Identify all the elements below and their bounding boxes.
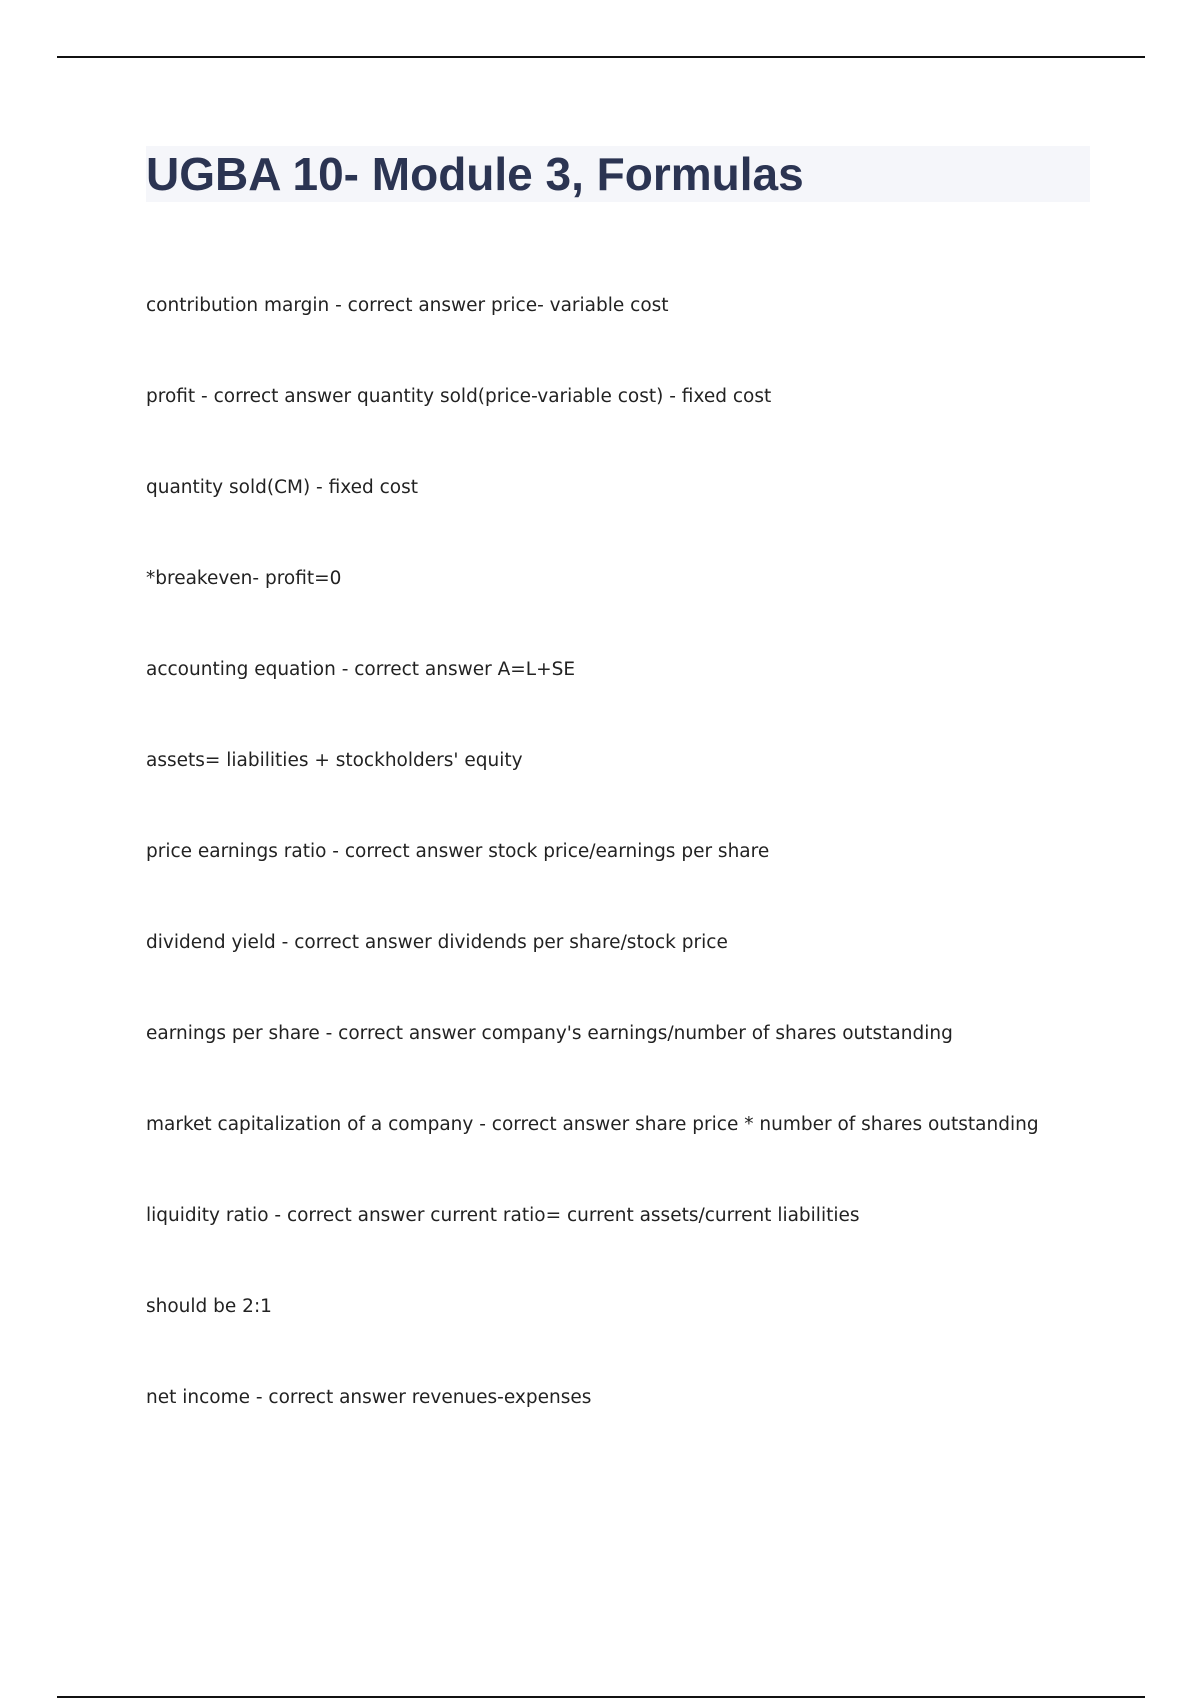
formula-line-liquidity-ratio: liquidity ratio - correct answer current ratio= current assets/current liabilities: [146, 1205, 860, 1226]
formula-line-price-earnings-ratio: price earnings ratio - correct answer stock price/earnings per share: [146, 841, 770, 862]
formula-line-contribution-margin: contribution margin - correct answer price- variable cost: [146, 295, 669, 316]
formula-line-ratio-target: should be 2:1: [146, 1296, 272, 1317]
top-rule: [57, 56, 1145, 58]
formula-line-profit-cm: quantity sold(CM) - fixed cost: [146, 477, 419, 498]
formula-line-net-income: net income - correct answer revenues-expenses: [146, 1387, 592, 1408]
formula-line-accounting-equation: accounting equation - correct answer A=L+SE: [146, 659, 576, 680]
page-title: UGBA 10- Module 3, Formulas: [146, 148, 804, 200]
formula-line-assets: assets= liabilities + stockholders' equity: [146, 750, 523, 771]
formula-list: [146, 290, 1126, 1473]
formula-line-earnings-per-share: earnings per share - correct answer company's earnings/number of shares outstanding: [146, 1023, 953, 1044]
formula-line-profit: profit - correct answer quantity sold(price-variable cost) - fixed cost: [146, 386, 772, 407]
formula-line-breakeven: *breakeven- profit=0: [146, 568, 342, 589]
bottom-rule: [57, 1696, 1145, 1698]
formula-line-market-capitalization: market capitalization of a company - correct answer share price * number of shares outstanding: [146, 1114, 1039, 1135]
formula-line-dividend-yield: dividend yield - correct answer dividends per share/stock price: [146, 932, 728, 953]
